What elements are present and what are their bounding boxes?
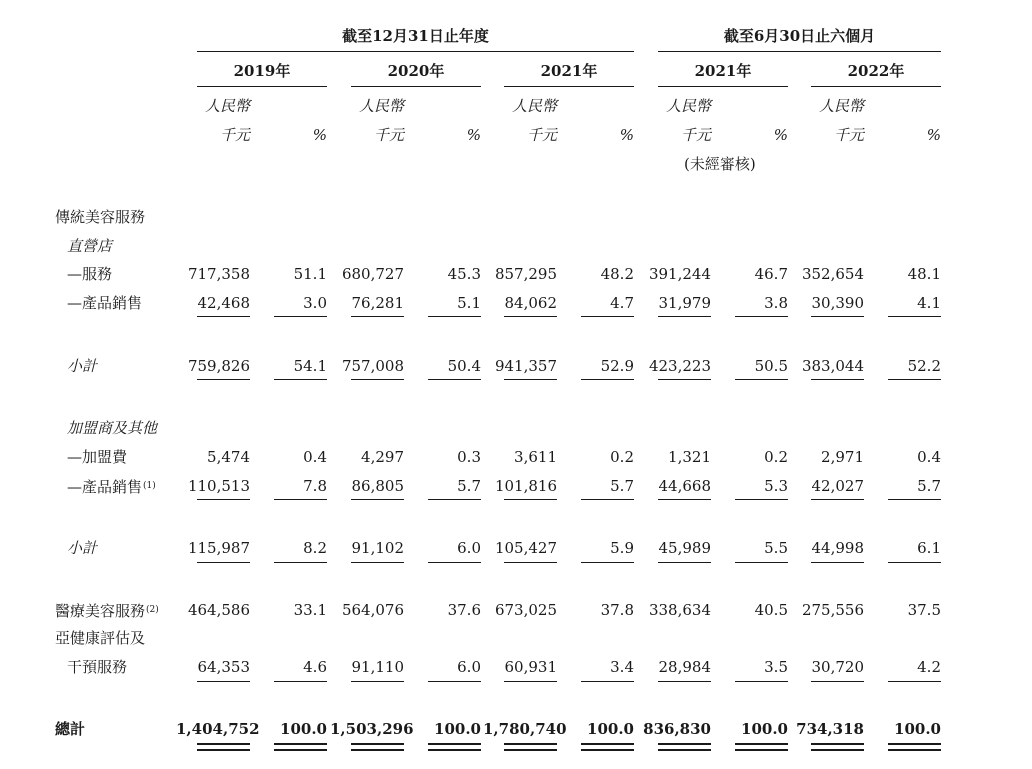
table-cell: 37.5 [907, 601, 941, 619]
subtotal-rule [888, 379, 941, 380]
subtotal-rule [735, 562, 788, 563]
total-rule [581, 681, 634, 682]
total-double-rule [197, 743, 250, 751]
table-cell: 31,979 [658, 294, 711, 312]
section-direct-stores: 直營店 [67, 237, 113, 255]
table-cell: 3.0 [303, 294, 327, 312]
table-cell: 45.3 [447, 265, 481, 283]
total-double-rule [735, 743, 788, 751]
subtotal-rule [351, 316, 404, 317]
table-cell: 673,025 [494, 601, 557, 619]
table-cell: 0.4 [303, 448, 327, 466]
subtotal-rule [888, 562, 941, 563]
table-cell: 54.1 [293, 357, 327, 375]
unit-thousand: 千元 [220, 126, 251, 144]
table-cell: 60,931 [504, 658, 557, 676]
footnote-marker: (2) [146, 605, 159, 615]
unit-pct: % [312, 126, 327, 144]
total-rule [735, 681, 788, 682]
total-double-rule [581, 743, 634, 751]
table-cell: 0.4 [917, 448, 941, 466]
table-cell: 4,297 [361, 448, 404, 466]
table-cell: 2,971 [821, 448, 864, 466]
table-cell: 941,357 [494, 357, 557, 375]
header-six-months: 截至6月30日止六個月 [723, 27, 876, 45]
subtotal-rule [351, 499, 404, 500]
unit-thousand: 千元 [834, 126, 865, 144]
subtotal-rule [581, 499, 634, 500]
table-cell: 46.7 [754, 265, 788, 283]
table-cell: 4.1 [917, 294, 941, 312]
subtotal-rule [504, 379, 557, 380]
unit-rmb: 人民幣 [666, 97, 712, 115]
table-cell: 6.0 [457, 658, 481, 676]
subtotal-rule [581, 379, 634, 380]
table-cell: 4.7 [610, 294, 634, 312]
total-rule [658, 681, 711, 682]
table-cell: 37.6 [447, 601, 481, 619]
row-label-product-sales: —產品銷售 [67, 294, 143, 312]
table-cell: 0.2 [764, 448, 788, 466]
subtotal-rule [811, 316, 864, 317]
subtotal-rule [811, 499, 864, 500]
unit-rmb: 人民幣 [512, 97, 558, 115]
section-traditional: 傳統美容服務 [55, 208, 146, 226]
table-cell: 6.0 [457, 539, 481, 557]
table-cell: 42,468 [197, 294, 250, 312]
table-cell: 64,353 [197, 658, 250, 676]
row-label-medical-beauty: 醫療美容服務$^{(2)}$ [55, 602, 159, 620]
table-cell: 3.5 [764, 658, 788, 676]
table-cell: 44,998 [811, 539, 864, 557]
subtotal-rule [658, 499, 711, 500]
subtotal-rule [428, 562, 481, 563]
table-cell: 564,076 [341, 601, 404, 619]
table-cell: 86,805 [351, 477, 404, 495]
unit-pct: % [619, 126, 634, 144]
table-cell: 5.3 [764, 477, 788, 495]
table-cell: 391,244 [648, 265, 711, 283]
subtotal-rule [735, 316, 788, 317]
unit-thousand: 千元 [527, 126, 558, 144]
table-cell: 42,027 [811, 477, 864, 495]
total-double-rule [811, 743, 864, 751]
table-cell: 28,984 [658, 658, 711, 676]
total-double-rule [428, 743, 481, 751]
total-rule [811, 681, 864, 682]
row-label-product-sales: —產品銷售$^{(1)}$ [67, 478, 156, 496]
subtotal-rule [197, 316, 250, 317]
subtotal-rule [658, 562, 711, 563]
table-cell: 50.5 [754, 357, 788, 375]
year-header-2021-h1: 2021年 [694, 62, 752, 80]
table-cell: 44,668 [658, 477, 711, 495]
row-label-subtotal: 小計 [67, 539, 98, 557]
table-cell: 91,102 [351, 539, 404, 557]
total-double-rule [504, 743, 557, 751]
table-cell: 110,513 [187, 477, 250, 495]
year-rule [811, 86, 941, 87]
subtotal-rule [274, 379, 327, 380]
table-cell: 100.0 [741, 720, 788, 738]
row-label-subhealth-line1: 亞健康評估及 [55, 629, 146, 647]
table-cell: 5.5 [764, 539, 788, 557]
table-cell: 352,654 [801, 265, 864, 283]
table-cell: 6.1 [917, 539, 941, 557]
total-rule [351, 681, 404, 682]
row-label-services: —服務 [67, 265, 113, 283]
year-header-2020: 2020年 [387, 62, 445, 80]
subtotal-rule [658, 316, 711, 317]
row-label-total: 總計 [55, 720, 86, 738]
subtotal-rule [274, 562, 327, 563]
subtotal-rule [504, 499, 557, 500]
table-cell: 45,989 [658, 539, 711, 557]
total-double-rule [888, 743, 941, 751]
table-cell: 76,281 [351, 294, 404, 312]
table-cell: 759,826 [187, 357, 250, 375]
subtotal-rule [658, 379, 711, 380]
table-cell: 275,556 [801, 601, 864, 619]
table-cell: 4.2 [917, 658, 941, 676]
subtotal-rule [888, 499, 941, 500]
year-rule [351, 86, 481, 87]
subtotal-rule [811, 379, 864, 380]
table-cell: 8.2 [303, 539, 327, 557]
subtotal-rule [351, 379, 404, 380]
footnote-marker: (1) [143, 481, 156, 491]
header-annual: 截至12月31日止年度 [342, 27, 489, 45]
unit-rmb: 人民幣 [205, 97, 251, 115]
table-cell: 1,321 [668, 448, 711, 466]
table-cell: 1,404,752 [176, 720, 260, 738]
total-rule [888, 681, 941, 682]
table-cell: 857,295 [494, 265, 557, 283]
table-cell: 91,110 [351, 658, 404, 676]
subtotal-rule [735, 379, 788, 380]
table-cell: 100.0 [587, 720, 634, 738]
table-cell: 30,390 [811, 294, 864, 312]
table-cell: 464,586 [187, 601, 250, 619]
subtotal-rule [504, 316, 557, 317]
total-double-rule [351, 743, 404, 751]
subtotal-rule [274, 499, 327, 500]
total-double-rule [658, 743, 711, 751]
total-rule [504, 681, 557, 682]
year-header-2019: 2019年 [233, 62, 291, 80]
table-cell: 338,634 [648, 601, 711, 619]
subtotal-rule [735, 499, 788, 500]
table-cell: 50.4 [447, 357, 481, 375]
subtotal-rule [811, 562, 864, 563]
unit-thousand: 千元 [681, 126, 712, 144]
table-cell: 5,474 [207, 448, 250, 466]
table-cell: 423,223 [648, 357, 711, 375]
subtotal-rule [197, 499, 250, 500]
unit-thousand: 千元 [374, 126, 405, 144]
table-cell: 4.6 [303, 658, 327, 676]
row-label-subhealth-line2: 干預服務 [67, 658, 128, 676]
row-label-franchise-fee: —加盟費 [67, 448, 128, 466]
table-cell: 1,780,740 [483, 720, 567, 738]
year-rule [197, 86, 327, 87]
table-cell: 5.7 [917, 477, 941, 495]
table-cell: 836,830 [643, 720, 711, 738]
subtotal-rule [351, 562, 404, 563]
table-cell: 100.0 [894, 720, 941, 738]
table-cell: 33.1 [293, 601, 327, 619]
table-cell: 3.8 [764, 294, 788, 312]
subtotal-rule [197, 379, 250, 380]
table-cell: 100.0 [280, 720, 327, 738]
subtotal-rule [428, 499, 481, 500]
unit-rmb: 人民幣 [819, 97, 865, 115]
table-cell: 0.3 [457, 448, 481, 466]
table-cell: 52.9 [600, 357, 634, 375]
header-annual-rule [197, 51, 634, 52]
total-double-rule [274, 743, 327, 751]
table-cell: 3,611 [514, 448, 557, 466]
table-cell: 100.0 [434, 720, 481, 738]
total-rule [197, 681, 250, 682]
table-cell: 5.9 [610, 539, 634, 557]
header-six-months-rule [658, 51, 941, 52]
subtotal-rule [428, 316, 481, 317]
table-cell: 7.8 [303, 477, 327, 495]
table-cell: 757,008 [341, 357, 404, 375]
table-cell: 51.1 [293, 265, 327, 283]
total-rule [428, 681, 481, 682]
unit-pct: % [773, 126, 788, 144]
table-cell: 105,427 [494, 539, 557, 557]
unit-pct: % [466, 126, 481, 144]
subtotal-rule [581, 316, 634, 317]
table-cell: 101,816 [494, 477, 557, 495]
table-cell: 0.2 [610, 448, 634, 466]
table-cell: 115,987 [187, 539, 250, 557]
table-cell: 30,720 [811, 658, 864, 676]
table-cell: 48.2 [600, 265, 634, 283]
subtotal-rule [197, 562, 250, 563]
table-cell: 680,727 [341, 265, 404, 283]
total-rule [274, 681, 327, 682]
table-cell: 5.7 [457, 477, 481, 495]
subtotal-rule [581, 562, 634, 563]
year-header-2022-h1: 2022年 [847, 62, 905, 80]
table-cell: 48.1 [907, 265, 941, 283]
unit-rmb: 人民幣 [359, 97, 405, 115]
row-label-subtotal: 小計 [67, 357, 98, 375]
subtotal-rule [274, 316, 327, 317]
year-rule [658, 86, 788, 87]
subtotal-rule [888, 316, 941, 317]
table-cell: 40.5 [754, 601, 788, 619]
unit-unaudited: (未經審核) [684, 155, 756, 173]
table-cell: 37.8 [600, 601, 634, 619]
subtotal-rule [504, 562, 557, 563]
year-header-2021: 2021年 [540, 62, 598, 80]
table-cell: 383,044 [801, 357, 864, 375]
year-rule [504, 86, 634, 87]
subtotal-rule [428, 379, 481, 380]
table-cell: 734,318 [796, 720, 864, 738]
section-franchise: 加盟商及其他 [67, 419, 158, 437]
table-cell: 3.4 [610, 658, 634, 676]
unit-pct: % [926, 126, 941, 144]
table-cell: 717,358 [187, 265, 250, 283]
table-cell: 5.1 [457, 294, 481, 312]
table-cell: 5.7 [610, 477, 634, 495]
table-cell: 52.2 [907, 357, 941, 375]
table-cell: 1,503,296 [330, 720, 414, 738]
table-cell: 84,062 [504, 294, 557, 312]
